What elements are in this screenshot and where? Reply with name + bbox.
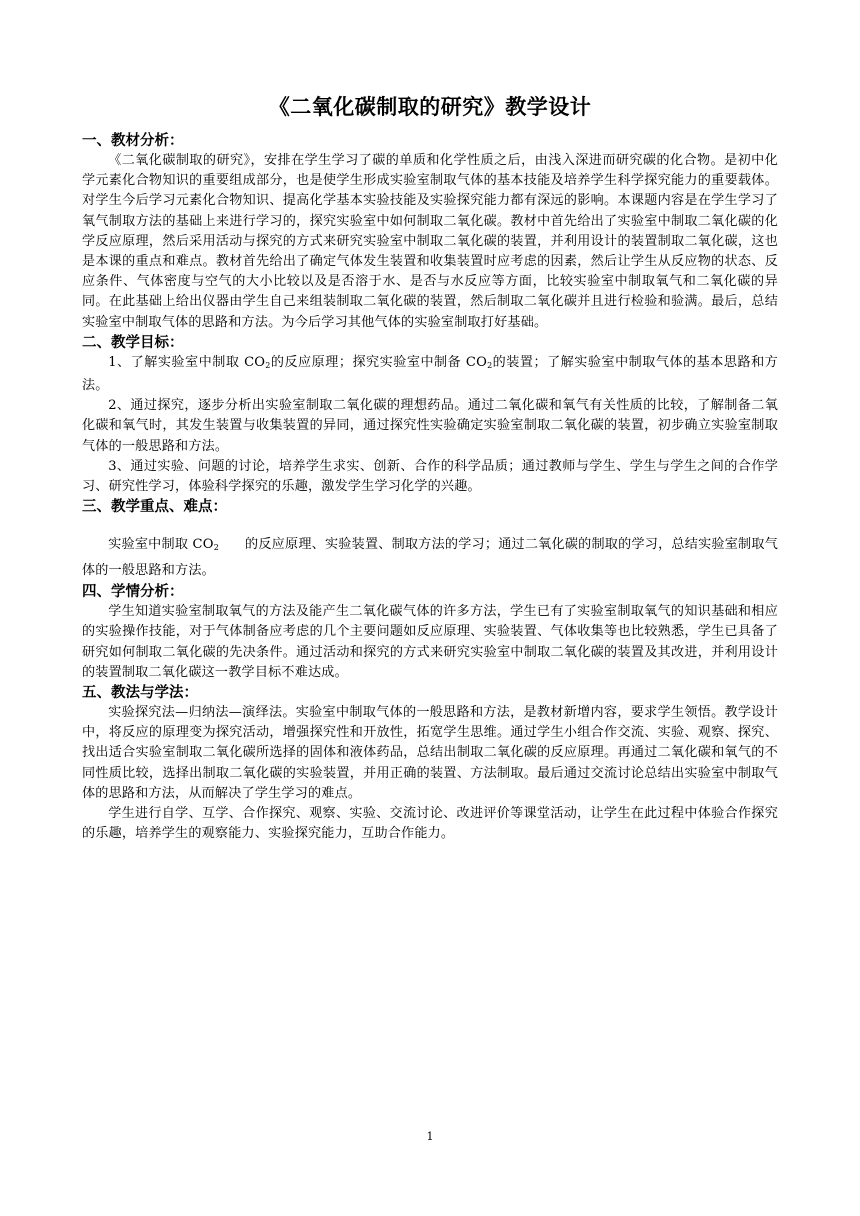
paragraph: 学生进行自学、互学、合作探究、观察、实验、交流讨论、改进评价等课堂活动，让学生在此过程中体验合作探究的乐趣，培养学生的观察能力、实验探究能力，互助合作能力。 <box>82 806 778 842</box>
goal-paragraph-2: 2、通过探究，逐步分析出实验室制取二氧化碳的理想药品。通过二氧化碳和氧气有关性质的比较，了解制备二氧化碳和氧气时，其发生装置与收集装置的异同，通过探究性实验确定实验室制取二氧化碳的装置，初步确立实验室制取气体的一般思路和方法。 <box>82 398 778 454</box>
paragraph: 实验探究法—归纳法—演绎法。实验室中制取气体的一般思路和方法，是教材新增内容，要求学生领悟。教学设计中，将反应的原理变为探究活动，增强探究性和开放性，拓宽学生思维。通过学生小组合作交流、实验、观察、探究、找出适合实验室制取二氧化碳所选择的固体和液体药品，总结出制取二氧化碳的反应原理。再通过二氧化碳和氧气的不同性质比较，选择出制取二氧化碳的实验装置，并用正确的装置、方法制取。最后通过交流讨论总结出实验室中制取气体的思路和方法，从而解决了学生学习的难点。 <box>82 705 778 801</box>
section-key-points <box>82 497 778 582</box>
paragraph: 《二氧化碳制取的研究》，安排在学生学习了碳的单质和化学性质之后，由浅入深进而研究碳的化合物。是初中化学元素化合物知识的重要组成部分，也是使学生形成实验室制取气体的基本技能及培养学生科学探究能力的重要载体。对学生今后学习元素化合物知识、提高化学基本实验技能及实验探究能力都有深远的影响。本课题内容是在学生学习了氧气制取方法的基础上来进行学习的，探究实验室中如何制取二氧化碳。教材中首先给出了实验室中制取二氧化碳的化学反应原理，然后采用活动与探究的方式来研究实验室中制取二氧化碳的装置，并利用设计的装置制取二氧化碳，这也是本课的重点和难点。教材首先给出了确定气体发生装置和收集装置时应考虑的因素，然后让学生从反应物的状态、反应条件、气体密度与空气的大小比较以及是否溶于水、是否与水反应等方面，比较实验室中制取氧气和二氧化碳的异同。在此基础上给出仪器由学生自己来组装制取二氧化碳的装置，然后制取二氧化碳并且进行检验和验满。最后，总结实验室中制取气体的思路和方法。为今后学习其他气体的实验室制取打好基础。 <box>82 153 778 330</box>
section-heading: 四、学情分析： <box>82 584 184 601</box>
section-teaching-goals <box>82 333 778 497</box>
key-point-text: 的反应原理、实验装置、制取方法的学习；通过二氧化碳的制取的学习，总结实验室制取气体的一般思路和方法。 <box>82 537 778 579</box>
page-number: 1 <box>426 1130 434 1143</box>
section-heading: 一、教材分析： <box>82 133 184 149</box>
paragraph: 学生知道实验室制取氧气的方法及能产生二氧化碳气体的许多方法，学生已有了实验室制取氧气的知识基础和相应的实验操作技能，对于气体制备应考虑的几个主要问题如反应原理、实验装置、气体收集等也比较熟悉，学生已具备了研究如何制取二氧化碳的先决条件。通过活动和探究的方式来研究实验室中制取二氧化碳的装置及其改进，并利用设计的装置制取二氧化碳这一教学目标不难达成。 <box>82 604 778 680</box>
section-heading: 三、教学重点、难点： <box>82 499 227 516</box>
document-title: 《二氧化碳制取的研究》教学设计 <box>268 95 592 119</box>
co2-subscript: 2 <box>487 360 493 370</box>
document-body <box>82 91 778 844</box>
section-textbook-analysis <box>82 131 778 333</box>
section-heading: 二、教学目标： <box>82 334 184 351</box>
goal-text: 的反应原理；探究实验室中制备 CO <box>270 354 488 370</box>
co2-subscript: 2 <box>213 543 219 553</box>
section-teaching-methods <box>82 683 778 844</box>
goal-text: 的装置；了解实验室中制取气体的基本思路和方法。 <box>82 354 778 394</box>
key-point-text: 实验室中制取 CO <box>108 537 214 553</box>
goal-paragraph-1 <box>82 353 778 396</box>
goal-text: 1、了解实验室中制取 CO <box>108 354 266 370</box>
co2-subscript: 2 <box>265 360 271 370</box>
section-student-analysis <box>82 582 778 683</box>
section-heading: 五、教法与学法： <box>82 685 198 702</box>
key-point-paragraph <box>82 533 778 582</box>
goal-paragraph-3: 3、通过实验、问题的讨论，培养学生求实、创新、合作的科学品质；通过教师与学生、学生与学生之间的合作学习、研究性学习，体验科学探究的乐趣，激发学生学习化学的兴趣。 <box>82 458 778 495</box>
